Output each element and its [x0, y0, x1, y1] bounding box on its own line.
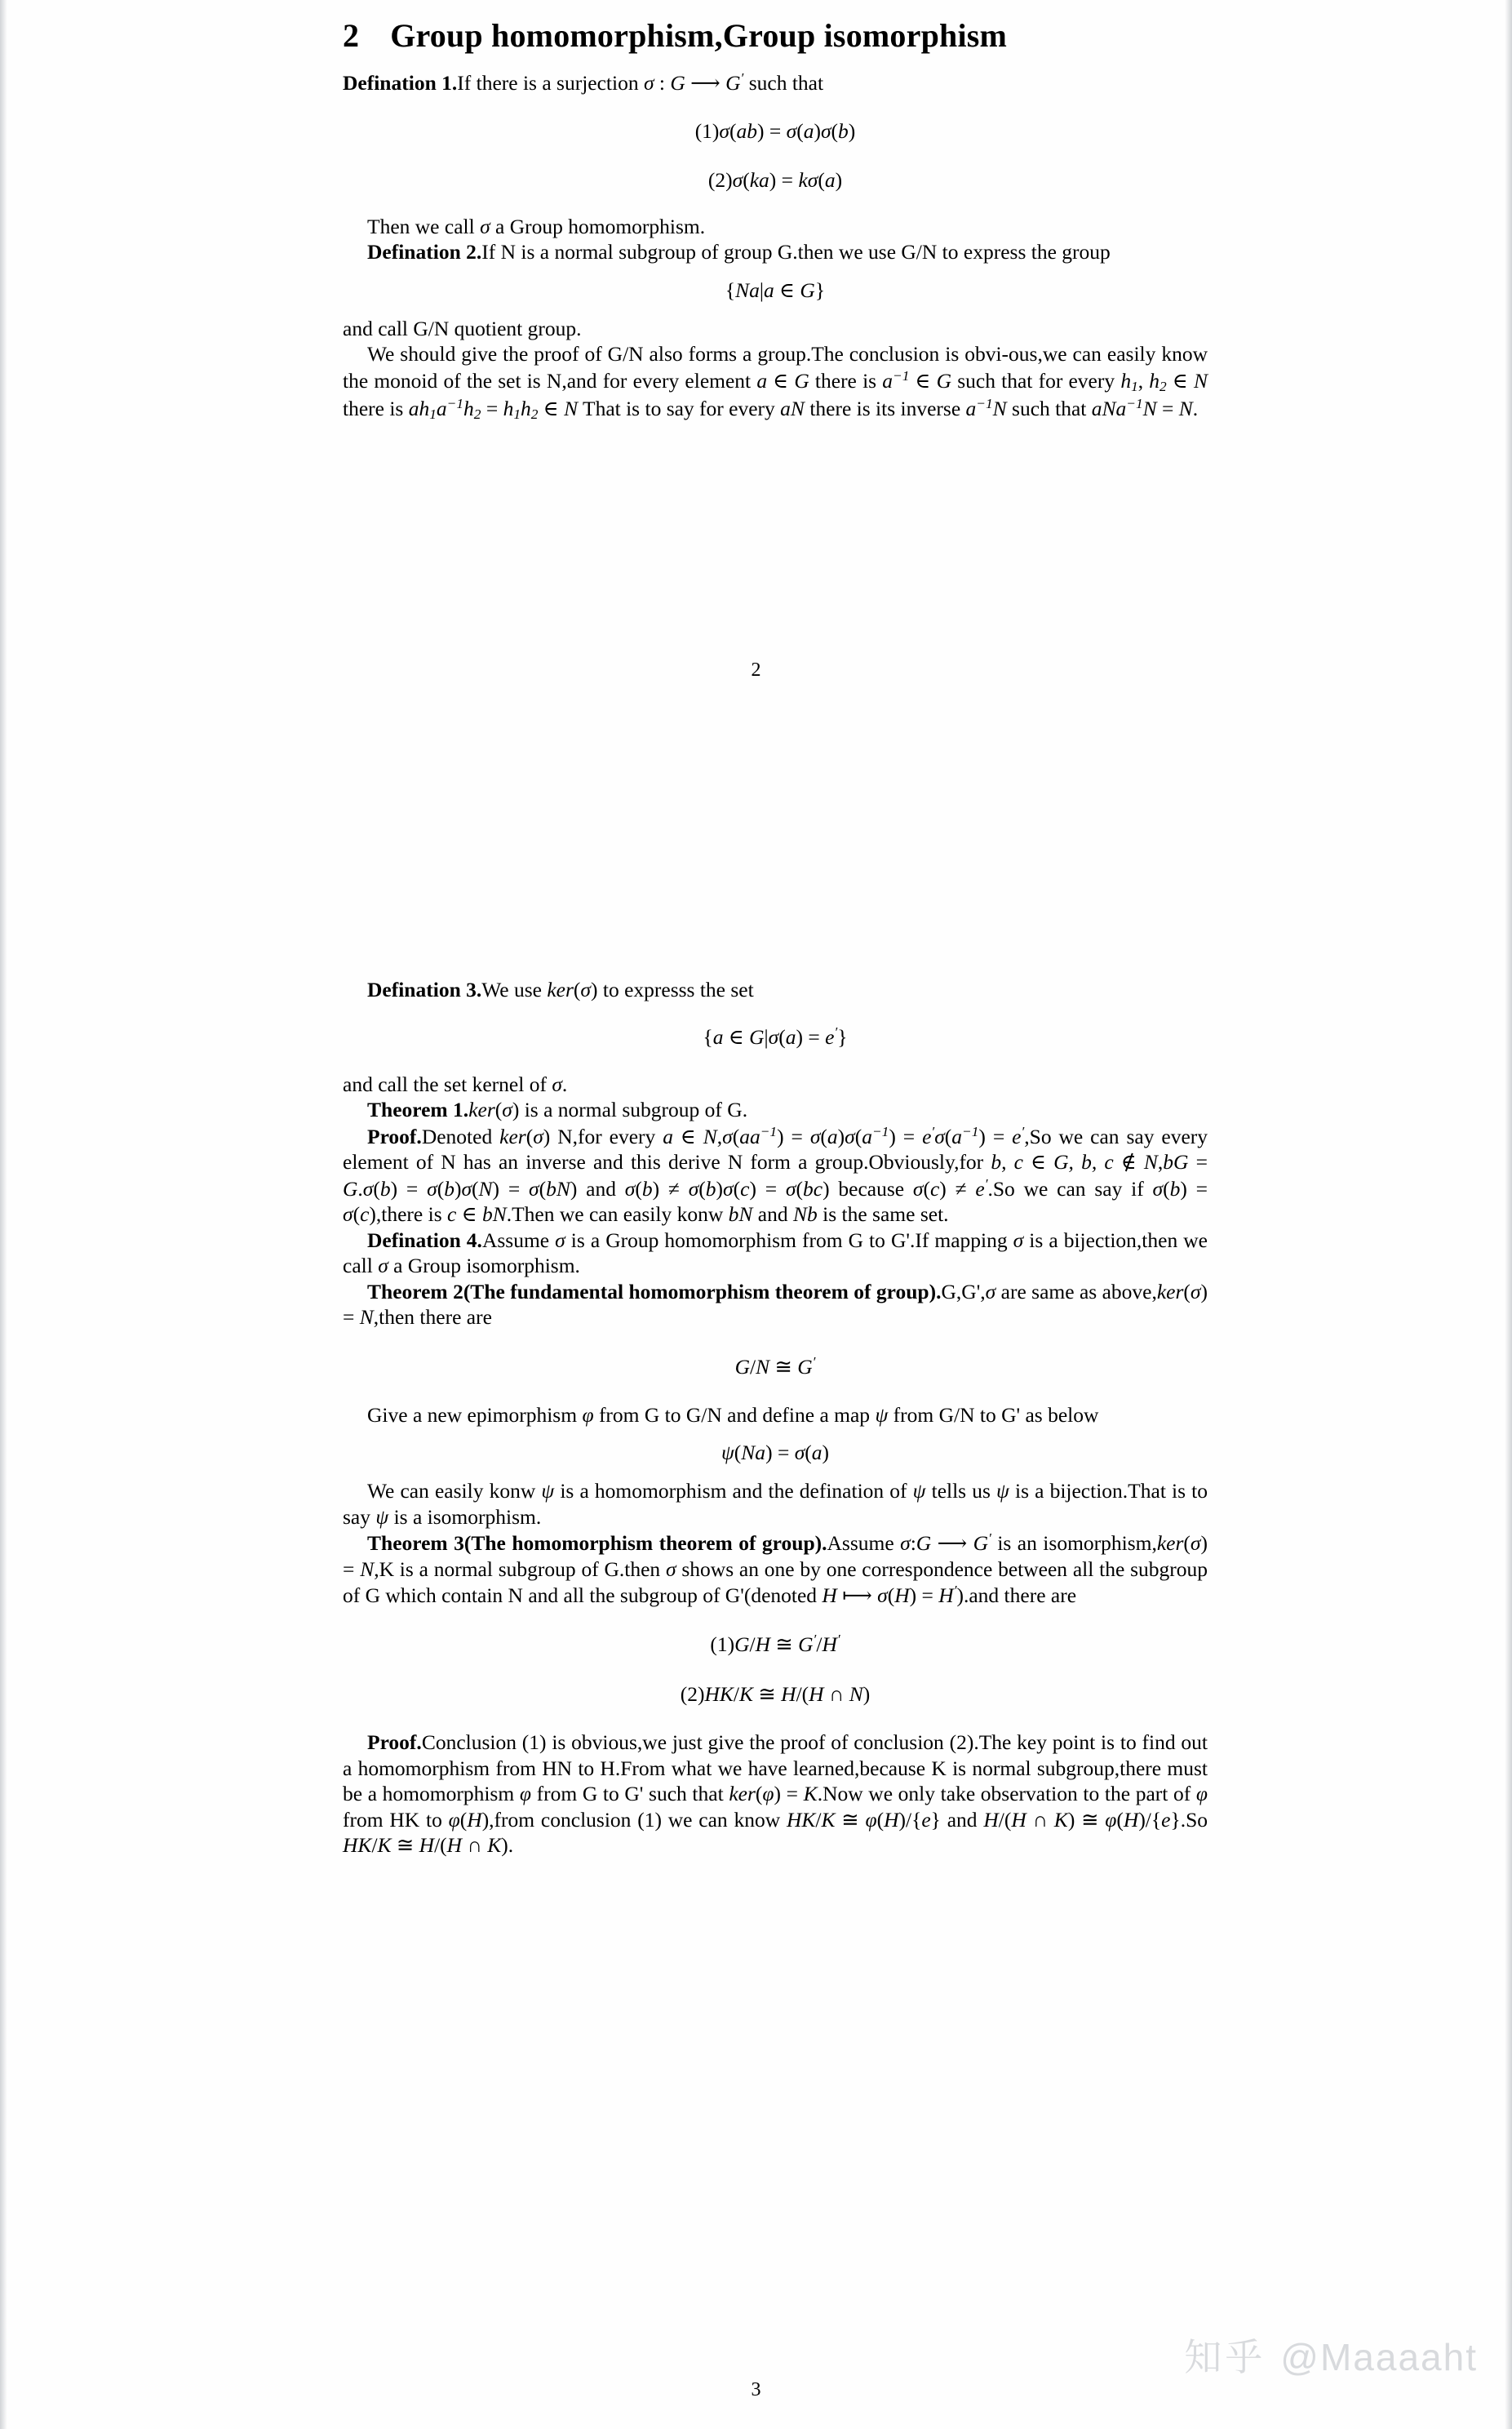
defination-4-label: Defination 4. — [367, 1228, 482, 1252]
after-equation-3-text: and call G/N quotient group. — [343, 316, 582, 340]
page-number-first: 2 — [751, 659, 761, 681]
theorem-3-text: Assume σ:G ⟶ G′ is an isomorphism,ker(σ) = N,K is a normal subgroup of G.then σ shows an one by one correspondence between all the subgroup of G which contain N and all the subgroup of G'(denoted H ⟼ σ(H) = H′).and there are — [343, 1530, 1208, 1608]
konw-psi-text: We can easily konw ψ is a homomorphism and the defination of ψ tells us ψ is a bijection.That is to say ψ is a isomorphism. — [343, 1479, 1208, 1529]
theorem-1-text: ker(σ) is a normal subgroup of G. — [468, 1098, 748, 1122]
after-equation-4-paragraph — [343, 1072, 1208, 1097]
quotient-proof-paragraph: We should give the proof of G/N also forms a group.The conclusion is obvi-ous,we can easily know the monoid of the set is N,and for every element a ∈ G there is $a^{-1}$ ∈ G such that for every $h_1$, $h_2$ ∈ N there is $ah_1a^{-1}h_2 = h_1h_2$ ∈ N That is to say for every aN there is its inverse $a^{-1}N$ such that aNa$^{-1}$N = N. — [343, 342, 1208, 423]
defination-4-text: Assume σ is a Group homomorphism from G to G'.If mapping σ is a bijection,then we call σ a Group isomorphism. — [343, 1228, 1208, 1278]
defination-4-paragraph — [343, 1228, 1208, 1279]
proof-1-paragraph — [343, 1123, 1208, 1228]
theorem-3-label: Theorem 3(The homomorphism theorem of group). — [367, 1531, 827, 1556]
page-left-edge — [0, 0, 7, 2429]
page-title — [343, 18, 1208, 54]
equation-4: {a ∈ G|σ(a) = e′} — [703, 1024, 848, 1050]
defination-1-label: Defination 1. — [343, 71, 458, 95]
page-number-second: 3 — [751, 2379, 761, 2400]
proof-1-label: Proof. — [367, 1124, 422, 1148]
page-one-content — [343, 18, 1208, 424]
defination-2-paragraph — [343, 239, 1208, 264]
theorem-2-paragraph — [343, 1279, 1208, 1330]
defination-1-paragraph — [343, 69, 1208, 96]
after-equations-paragraph — [343, 214, 1208, 239]
equation-6: ψ(Na) = σ(a) — [721, 1441, 830, 1465]
theorem-1-paragraph — [343, 1097, 1208, 1122]
give-epimorphism-text: Give a new epimorphism φ from G to G/N and define a map ψ from G/N to G' as below — [367, 1402, 1099, 1427]
theorem-1-label: Theorem 1. — [367, 1098, 469, 1122]
equation-7: (1)G/H ≅ G′/H′ — [710, 1631, 840, 1656]
after-equations-text: Then we call σ a Group homomorphism. — [367, 214, 706, 238]
defination-2-text: If N is a normal subgroup of group G.then we use G/N to express the group — [481, 240, 1111, 264]
equation-2: (2)σ(ka) = kσ(a) — [707, 167, 843, 192]
section-title-text: Group homomorphism,Group isomorphism — [390, 17, 1008, 54]
after-equation-3-paragraph — [343, 316, 1208, 341]
proof-2-paragraph — [343, 1730, 1208, 1858]
defination-3-text: We use ker(σ) to expresss the set — [481, 978, 754, 1001]
proof-1-text: Denoted ker(σ) N,for every a ∈ $N,\sigma(aa^{-1}) = \sigma(a)\sigma(a^{-1}) = e'\sigma(a^{-1}) = e',So$ we can say every element of N has an inverse and this derive N form a group.Obviously,for b, c ∈ G, b, c ∉ N,bG = G.σ(b) = σ(b)σ(N) = σ(bN) and σ(b) ≠ σ(b)σ(c) = σ(bc) because σ(c) ≠ e′.So we can say if σ(b) = σ(c),there is c ∈ bN.Then we can easily konw bN and Nb is the same set. — [343, 1123, 1208, 1227]
equation-5: G/N ≅ G′ — [734, 1353, 816, 1379]
theorem-2-label: Theorem 2(The fundamental homomorphism theorem of group). — [367, 1279, 942, 1303]
defination-2-label: Defination 2. — [367, 240, 482, 264]
page-two-content — [343, 977, 1208, 1858]
theorem-2-text: G,G',σ are same as above,ker(σ) = N,then there are — [343, 1279, 1208, 1330]
watermark-logo: 知乎 — [1184, 2336, 1266, 2378]
equation-8: (2)HK/K ≅ H/(H ∩ N) — [680, 1681, 871, 1706]
watermark-handle: @Maaaaht — [1280, 2336, 1478, 2378]
page-right-edge — [1505, 0, 1512, 2429]
defination-3-label: Defination 3. — [367, 978, 482, 1001]
equation-3: {Na|a ∈ G} — [725, 278, 826, 302]
equation-1: (1)σ(ab) = σ(a)σ(b) — [694, 118, 856, 143]
give-epimorphism-paragraph — [343, 1402, 1208, 1428]
section-number: 2 — [343, 17, 360, 54]
proof-2-label: Proof. — [367, 1730, 422, 1755]
defination-3-paragraph — [343, 977, 1208, 1002]
watermark — [1184, 2328, 1478, 2382]
defination-1-text: If there is a surjection σ : G ⟶ G′ such that — [457, 70, 824, 95]
after-equation-4-text: and call the set kernel of σ. — [343, 1072, 568, 1096]
theorem-3-paragraph — [343, 1530, 1208, 1608]
konw-psi-paragraph — [343, 1478, 1208, 1530]
proof-2-text: Conclusion (1) is obvious,we just give the proof of conclusion (2).The key point is to find out a homomorphism from HN to H.From what we have learned,because K is normal subgroup,there must be a homomorphism φ from G to G' such that ker(φ) = K.Now we only take observation to the part of φ from HK to φ(H),from conclusion (1) we can know HK/K ≅ φ(H)/{e} and H/(H ∩ K) ≅ φ(H)/{e}.So HK/K ≅ H/(H ∩ K). — [343, 1730, 1208, 1857]
